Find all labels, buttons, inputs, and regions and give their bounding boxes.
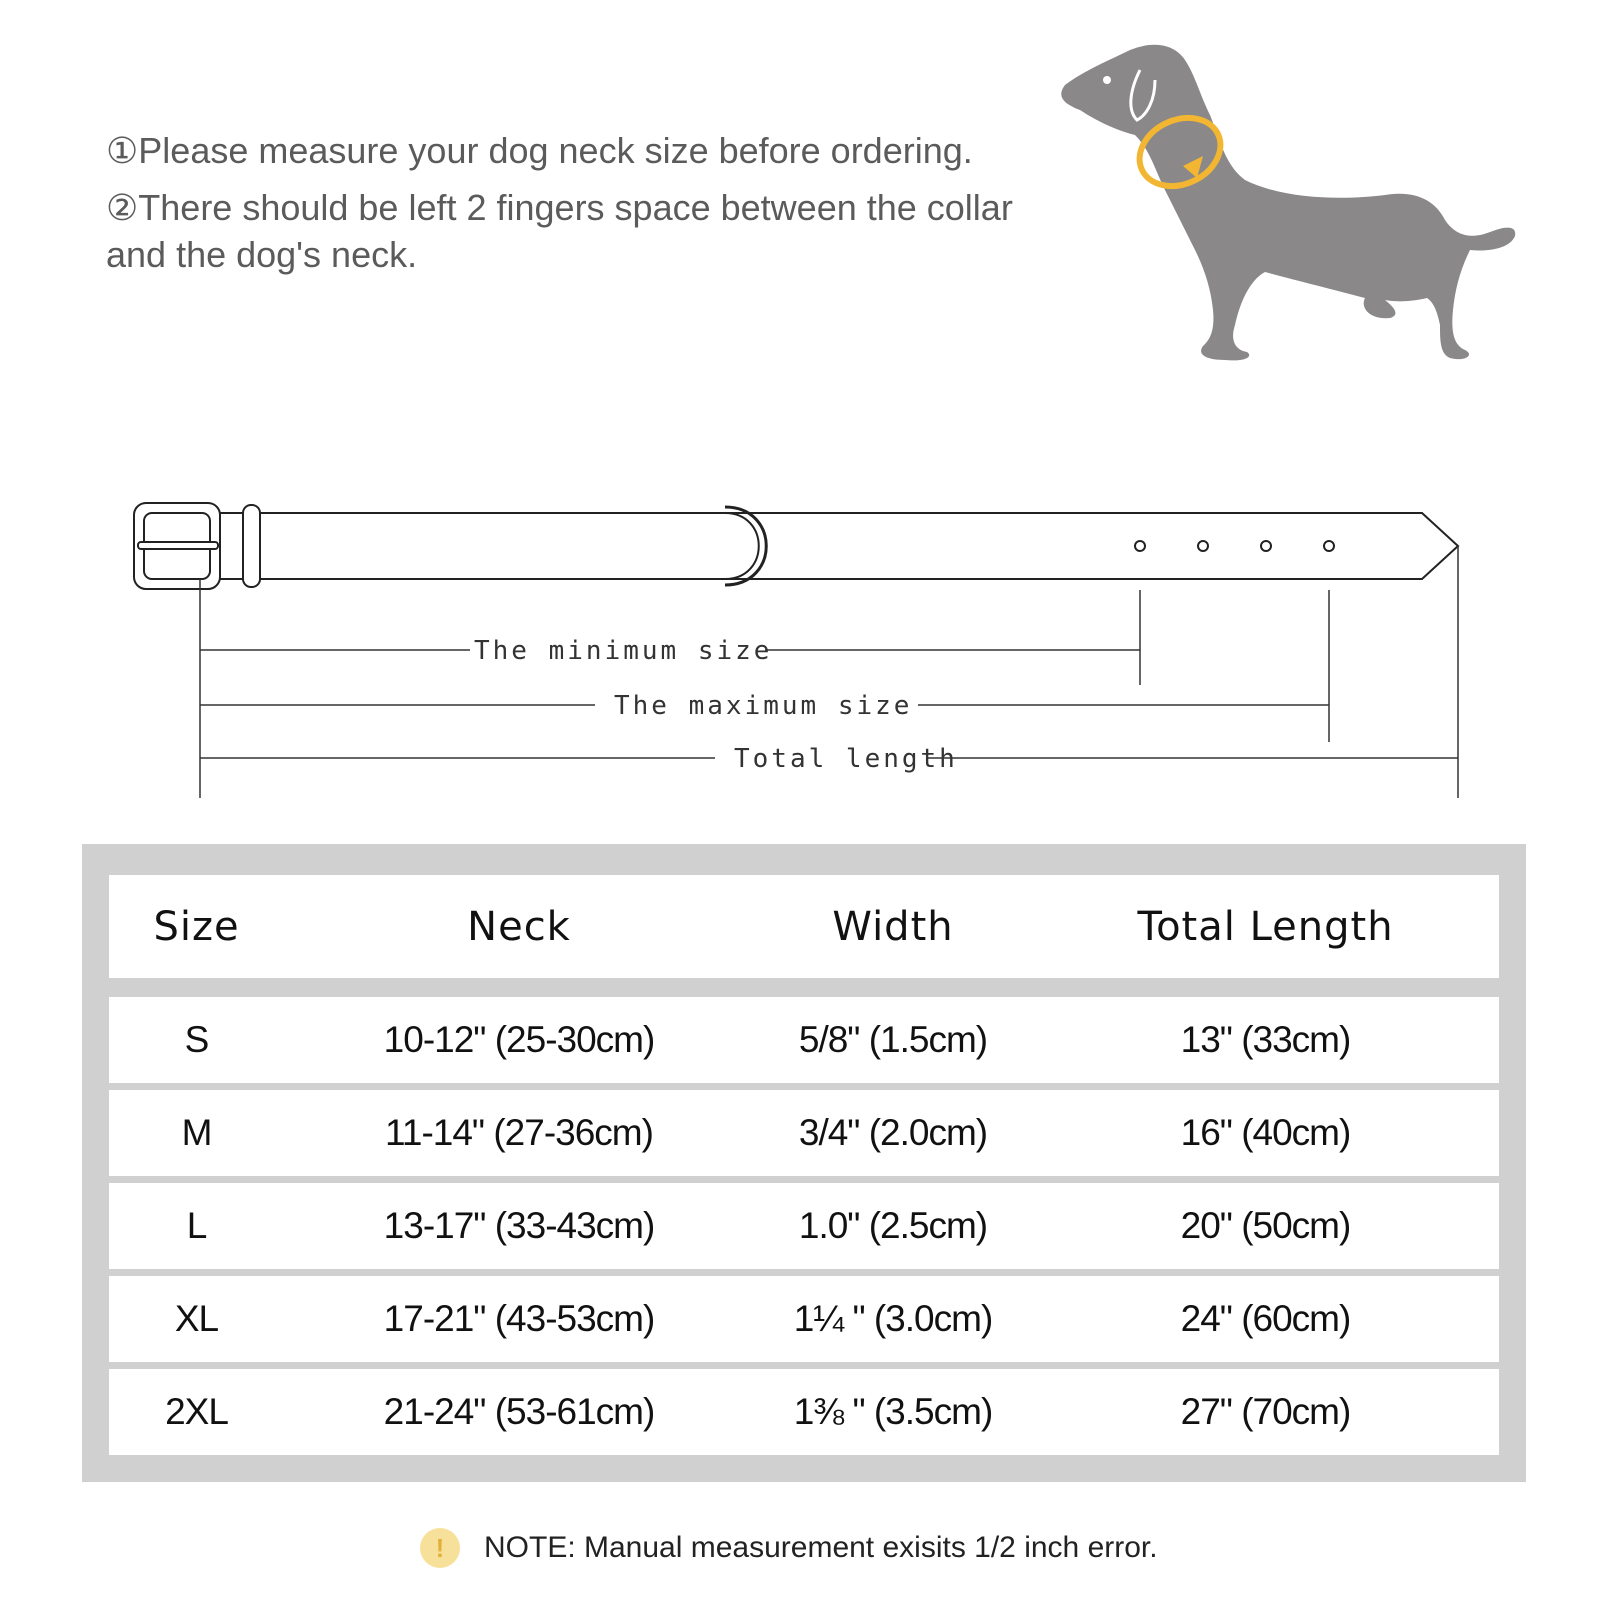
warning-icon: ! <box>420 1528 460 1568</box>
header-neck: Neck <box>467 903 571 950</box>
header-width: Width <box>832 903 954 950</box>
row-width: 3/4" (2.0cm) <box>798 1112 988 1153</box>
instructions <box>106 128 1036 288</box>
row-total-length: 13" (33cm) <box>1180 1019 1351 1060</box>
row-size: L <box>186 1205 207 1246</box>
instruction-2-text: There should be left 2 fingers space between the collar and the dog's neck. <box>106 187 1013 275</box>
table-row <box>109 1276 1499 1362</box>
row-neck: 13-17" (33-43cm) <box>383 1205 655 1246</box>
dog-silhouette <box>1061 45 1515 361</box>
dog-illustration <box>1055 40 1525 390</box>
row-total-length: 16" (40cm) <box>1180 1112 1351 1153</box>
header-total-length: Total Length <box>1137 903 1394 950</box>
table-row <box>109 997 1499 1083</box>
row-total-length: 27" (70cm) <box>1180 1391 1351 1432</box>
row-neck: 10-12" (25-30cm) <box>383 1019 655 1060</box>
instruction-1-text: Please measure your dog neck size before ordering. <box>138 130 973 171</box>
row-size: 2XL <box>165 1391 228 1432</box>
min-size-label: The minimum size <box>474 636 773 666</box>
size-table <box>82 844 1526 1482</box>
row-total-length: 24" (60cm) <box>1180 1298 1351 1339</box>
header-size: Size <box>153 903 240 950</box>
table-row <box>109 1369 1499 1455</box>
collar-strap <box>200 513 1458 579</box>
table-row <box>109 1090 1499 1176</box>
total-length-label: Total length <box>734 744 958 774</box>
row-total-length: 20" (50cm) <box>1180 1205 1351 1246</box>
size-table-header <box>109 875 1499 978</box>
row-width: 1⅜ " (3.5cm) <box>793 1391 993 1432</box>
row-width: 1¼ " (3.0cm) <box>793 1298 993 1339</box>
row-width: 5/8" (1.5cm) <box>798 1019 988 1060</box>
dog-eye <box>1103 76 1111 84</box>
collar-diagram <box>0 480 1600 820</box>
row-neck: 11-14" (27-36cm) <box>385 1112 653 1153</box>
max-size-label: The maximum size <box>614 691 913 721</box>
row-size: S <box>184 1019 209 1060</box>
row-size: M <box>181 1112 212 1153</box>
row-neck: 21-24" (53-61cm) <box>383 1391 655 1432</box>
row-neck: 17-21" (43-53cm) <box>383 1298 655 1339</box>
instruction-1-number: ① <box>106 131 139 172</box>
table-row <box>109 1183 1499 1269</box>
note <box>420 1526 1158 1570</box>
instruction-2-number: ② <box>106 188 139 229</box>
instruction-1 <box>106 128 1036 175</box>
instruction-2 <box>106 185 1036 278</box>
row-width: 1.0" (2.5cm) <box>798 1205 988 1246</box>
collar-keeper <box>243 505 260 587</box>
row-size: XL <box>174 1298 219 1339</box>
note-text: NOTE: Manual measurement exisits 1/2 inch error. <box>484 1531 1158 1564</box>
collar-buckle-prong <box>138 542 218 549</box>
